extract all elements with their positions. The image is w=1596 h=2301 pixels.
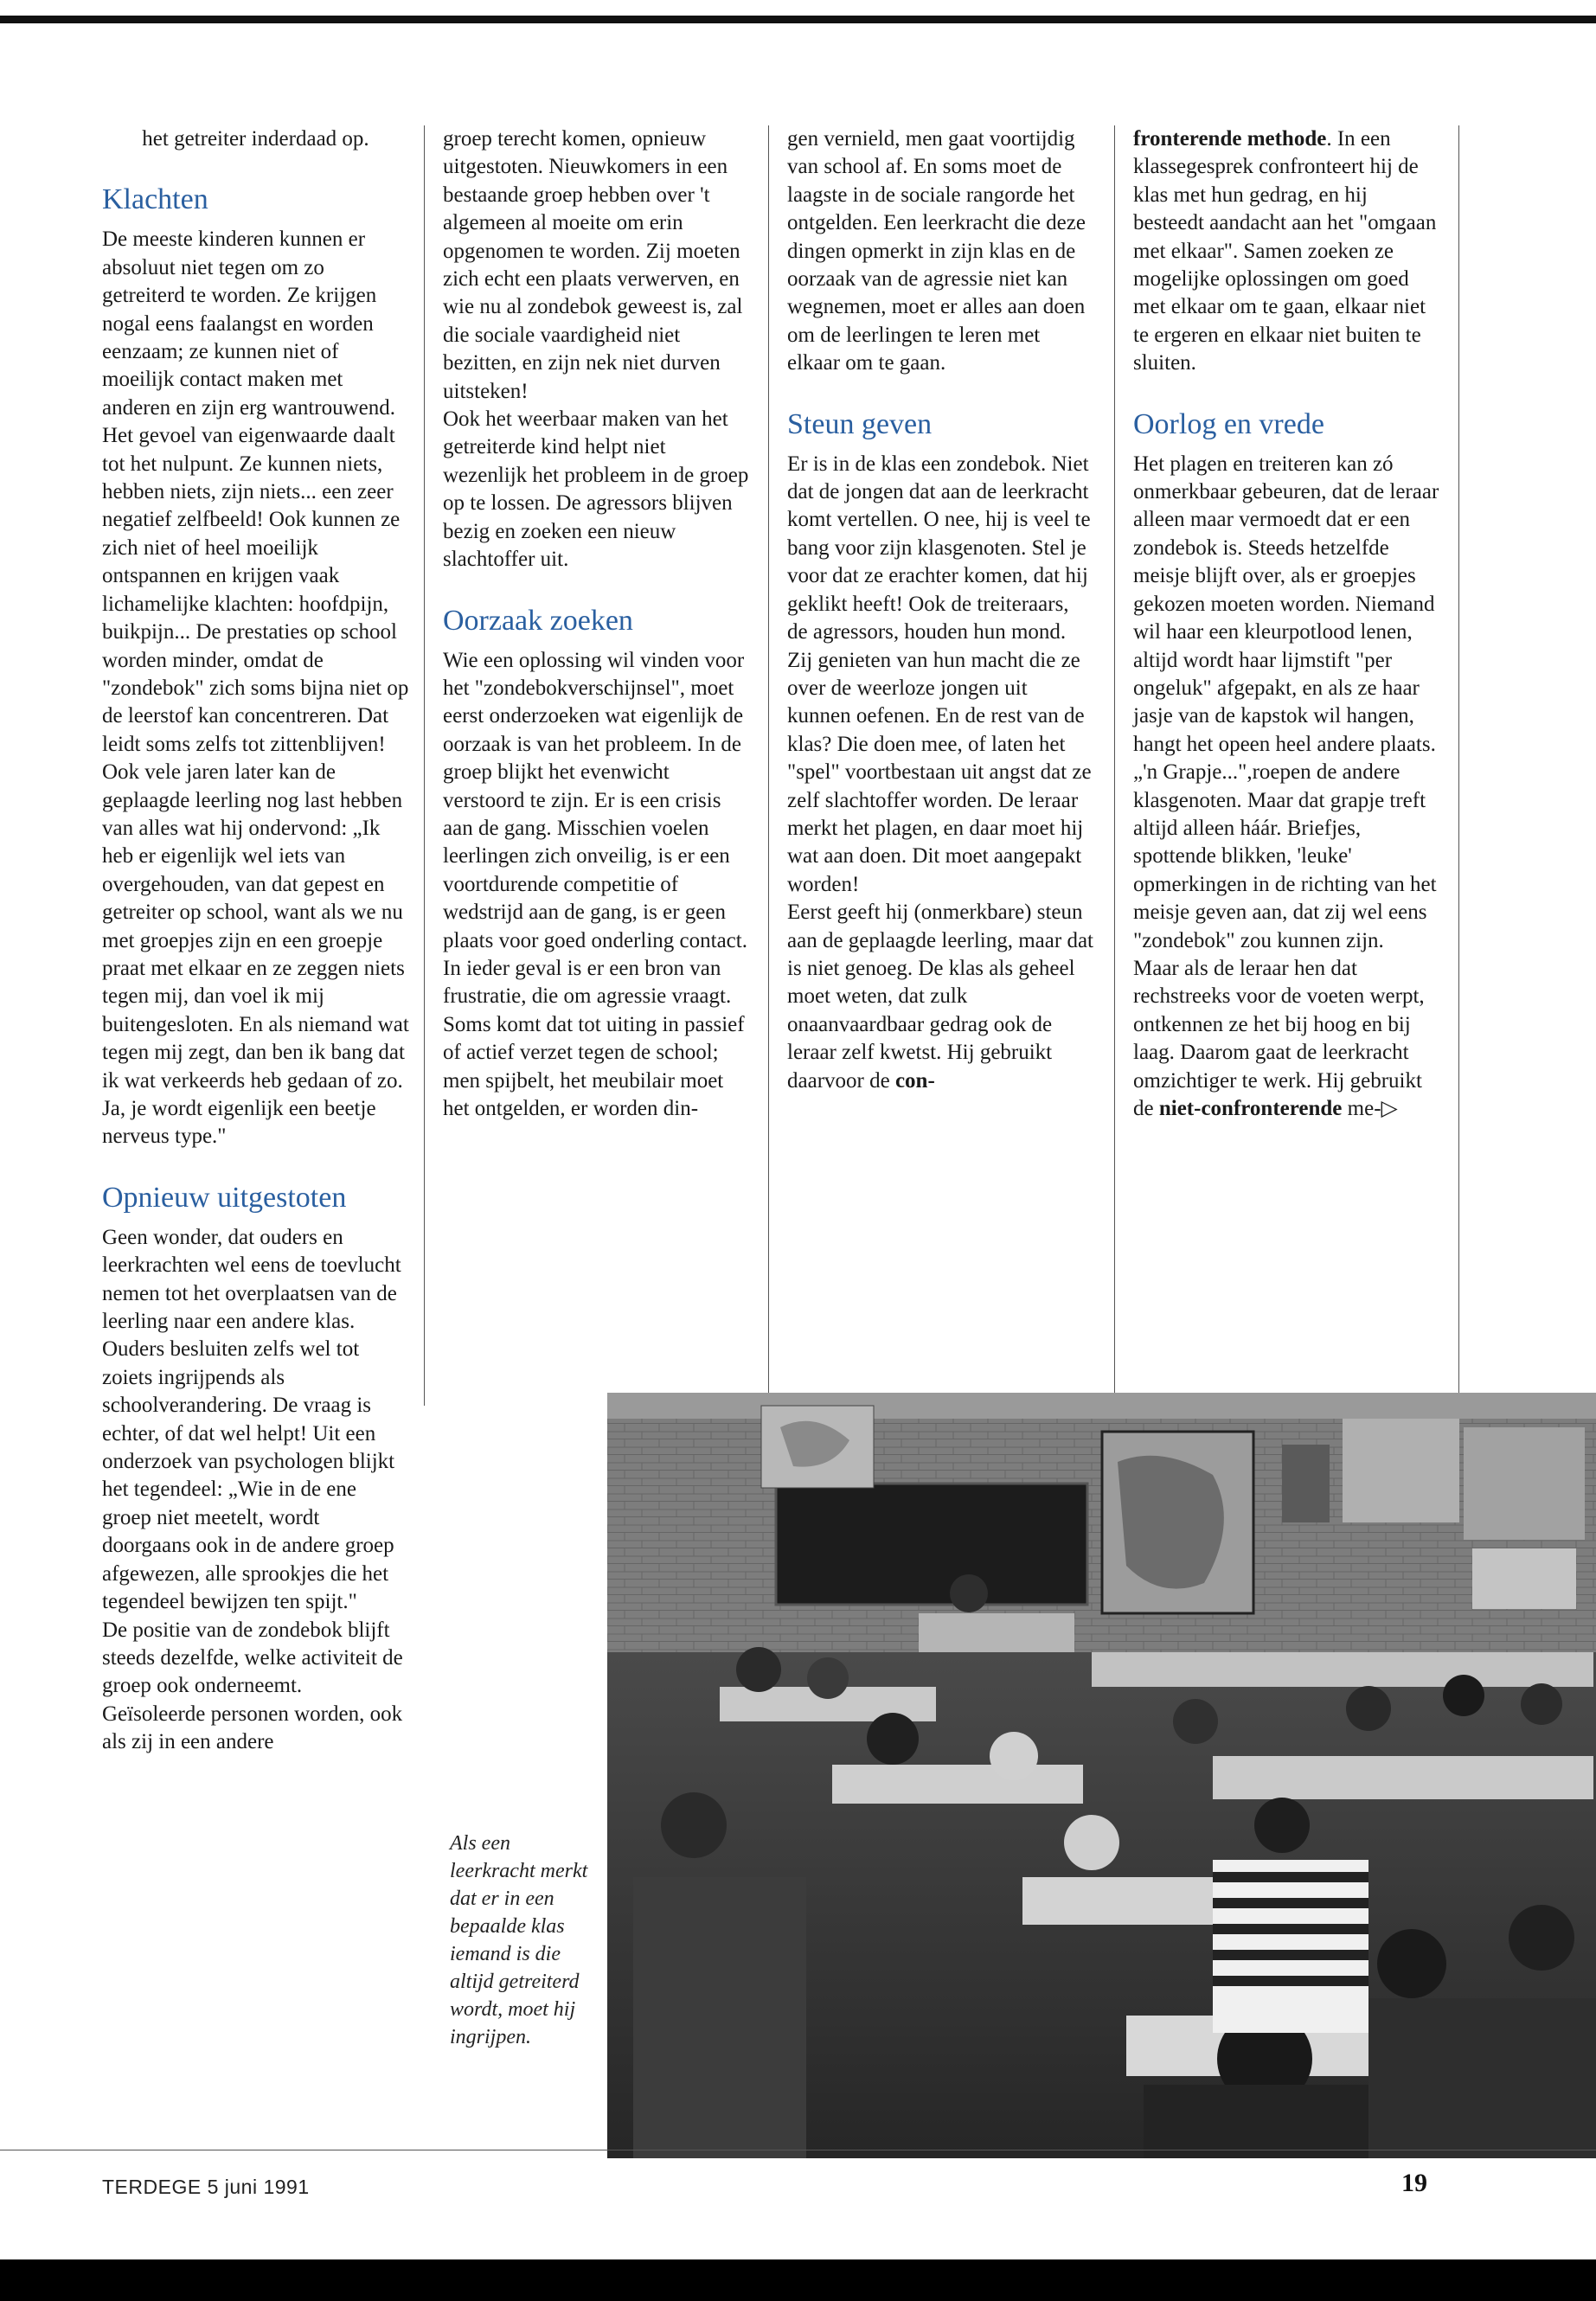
col1-p3: Geen wonder, dat ouders en leerkrachten wel eens de toevlucht nemen tot het overplaatsen van de leerling naar een andere klas. Ouders besluiten zelfs wel tot zoiets ingrijpends als schoolverandering. De vraag is echter, of dat wel helpt! Uit een onderzoek van psychologen blijkt het tegendeel: „Wie in de ene groep niet meetelt, wordt doorgaans ook in de andere groep afgewezen, alle sprookjes die het tegendeel bewijzen ten spijt." xyxy=(102,1225,401,1614)
column-3 xyxy=(787,125,1094,1095)
bottom-rule xyxy=(0,2259,1596,2301)
footer-magazine: TERDEGE xyxy=(102,2176,202,2198)
heading-steun-geven: Steun geven xyxy=(787,407,933,440)
heading-oorzaak-zoeken: Oorzaak zoeken xyxy=(443,604,633,637)
heading-klachten: Klachten xyxy=(102,183,208,216)
col1-p0: het getreiter inderdaad op. xyxy=(142,127,369,151)
col4-p3-bold: niet-confronterende xyxy=(1158,1097,1343,1120)
photo-caption: Als een leerkracht merkt dat er in een bepaalde klas iemand is die altijd getreiterd wordt, moet hij ingrijpen. xyxy=(450,1832,588,2048)
right-margin-rule xyxy=(1458,125,1459,1393)
column-4 xyxy=(1133,125,1440,1123)
top-rule xyxy=(0,16,1596,23)
col2-p2: Ook het weerbaar maken van het getreiterde kind helpt niet wezenlijk het probleem in de groep op te lossen. De agressors blijven bezig en zoeken een nieuw slachtoffer uit. xyxy=(443,407,749,572)
page-number: 19 xyxy=(1401,2169,1427,2197)
col4-p3-end: me- xyxy=(1347,1097,1381,1120)
col3-p2: Er is in de klas een zondebok. Niet dat de jongen dat aan de leerkracht komt vertellen. O nee, hij is veel te bang voor zijn klasgenoten. Stel je voor dat ze erachter komen, dat hij geklikt heeft! Ook de treiteraars, de agressors, houden hun mond. Zij genieten van hun macht die ze over de weerloze jongen uit kunnen oefenen. En de rest van de klas? Die doen mee, of laten het "spel" voortbestaan uit angst dat ze zelf slachtoffer worden. De leraar merkt het plagen, en daar moet hij wat aan doen. Dit moet aangepakt worden! xyxy=(787,452,1092,896)
heading-opnieuw-uitgestoten: Opnieuw uitgestoten xyxy=(102,1181,347,1214)
col4-p1-text: . In een klassegesprek confronteert hij de klas met hun gedrag, en hij besteedt aandacht aan het "omgaan met elkaar". Samen zoeken ze mogelijke oplossingen om goed met elkaar om te gaan, elkaar niet te ergeren en elkaar niet buiten te sluiten. xyxy=(1133,127,1437,375)
col3-p3-bold: con- xyxy=(894,1068,935,1093)
heading-oorlog-en-vrede: Oorlog en vrede xyxy=(1133,407,1324,440)
col4-p2: Het plagen en treiteren kan zó onmerkbaar gebeuren, dat de leraar alleen maar vermoedt dat er een zondebok is. Steeds hetzelfde meisje blijft over, als er groepjes gekozen moeten worden. Niemand wil haar een kleurpotlood lenen, altijd wordt haar lijmstift "per ongeluk" afgepakt, en als ze haar jasje van de kapstok wil hangen, hangt het opeen heel andere plaats. „'n Grapje...",roepen de andere klasgenoten. Maar dat grapje treft altijd alleen háár. Briefjes, spottende blikken, 'leuke' opmerkingen in de richting van het meisje geven aan, dat zij wel eens "zondebok" zou kunnen zijn. xyxy=(1133,452,1439,952)
column-divider-2 xyxy=(768,125,769,1393)
footer-date: 5 juni 1991 xyxy=(207,2176,310,2198)
col3-p3-text: Eerst geeft hij (onmerkbare) steun aan de geplaagde leerling, maar dat is niet genoeg. De klas als geheel moet weten, dat zulk onaanvaardbaar gedrag ook de leraar zelf kwetst. Hij gebruikt daarvoor de xyxy=(787,901,1093,1093)
col4-p3 xyxy=(1133,955,1440,1123)
column-2 xyxy=(443,125,750,1123)
col3-p3 xyxy=(787,899,1094,1095)
col3-p1: gen vernield, men gaat voortijdig van school af. En soms moet de laagste in de sociale rangorde het ontgelden. Een leerkracht die deze dingen opmerkt in zijn klas en de oorzaak van de agressie niet kan wegnemen, moet er alles aan doen om de leerlingen te leren met elkaar om te gaan. xyxy=(787,127,1086,375)
col4-p1-bold: fronterende methode xyxy=(1133,127,1327,151)
footer-issue xyxy=(102,2176,310,2199)
column-1 xyxy=(102,125,409,1757)
col1-p1: De meeste kinderen kunnen er absoluut niet tegen om zo getreiterd te worden. Ze krijgen nogal eens faalangst en worden eenzaam; ze kunnen niet of moeilijk contact maken met anderen en zijn erg wantrouwend. Het gevoel van eigenwaarde daalt tot het nulpunt. Ze kunnen niets, hebben niets, zijn niets... een zeer negatief zelfbeeld! Ook kunnen ze zich niet of heel moeilijk ontspannen en krijgen vaak lichamelijke klachten: hoofdpijn, buikpijn... De prestaties op school worden minder, omdat de "zondebok" zich soms bijna niet op de leerstof kan concentreren. Dat leidt soms zelfs tot zittenblijven! xyxy=(102,228,409,756)
col2-p1: groep terecht komen, opnieuw uitgestoten. Nieuwkomers in een bestaande groep hebben over 't algemeen al moeite om erin opgenomen te worden. Zij moeten zich echt een plaats verwerven, en wie nu al zondebok geweest is, zal die sociale vaardigheid niet bezitten, en zijn nek niet durven uitsteken! xyxy=(443,127,743,403)
classroom-illustration xyxy=(607,1393,1596,2158)
col1-p2: Ook vele jaren later kan de geplaagde leerling nog last hebben van alles wat hij ondervond: „Ik heb er eigenlijk wel iets van overgehouden, van dat gepest en getreiter op school, want als we nu met groepjes zijn en een groepje praat met elkaar en ze zeggen niets tegen mij, dan voel ik mij buitengesloten. En als niemand wat tegen mij zegt, dan ben ik bang dat ik wat verkeerds heb gedaan of zo. Ja, je wordt eigenlijk een beetje nerveus type." xyxy=(102,760,409,1149)
col4-p3-text: Maar als de leraar hen dat rechstreeks voor de voeten werpt, ontkennen ze het bij hoog en bij laag. Daarom gaat de leerkracht omzichtiger te werk. Hij gebruikt de xyxy=(1133,956,1425,1120)
col1-p4: De positie van de zondebok blijft steeds dezelfde, welke activiteit de groep ook onderneemt. Geïsoleerde personen worden, ook als zij in een andere xyxy=(102,1618,403,1754)
col2-p4: Soms komt dat tot uiting in passief of actief verzet tegen de school; men spijbelt, het meubilair moet het ontgelden, er worden din- xyxy=(443,1012,745,1120)
classroom-photo xyxy=(607,1393,1596,2158)
col4-p1 xyxy=(1133,125,1440,378)
column-divider-3 xyxy=(1114,125,1115,1393)
arrow-right-icon: ▷ xyxy=(1381,1097,1398,1120)
column-divider-1 xyxy=(424,125,425,1406)
col2-p3: Wie een oplossing wil vinden voor het "zondebokverschijnsel", moet eerst onderzoeken wat eigenlijk de oorzaak is van het probleem. In de groep blijkt het evenwicht verstoord te zijn. Er is een crisis aan de gang. Misschien voelen leerlingen zich onveilig, is er een voortdurende competitie of wedstrijd aan de gang, is er geen plaats voor goed onderling contact. In ieder geval is er een bron van frustratie, die om agressie vraagt. xyxy=(443,648,747,1009)
